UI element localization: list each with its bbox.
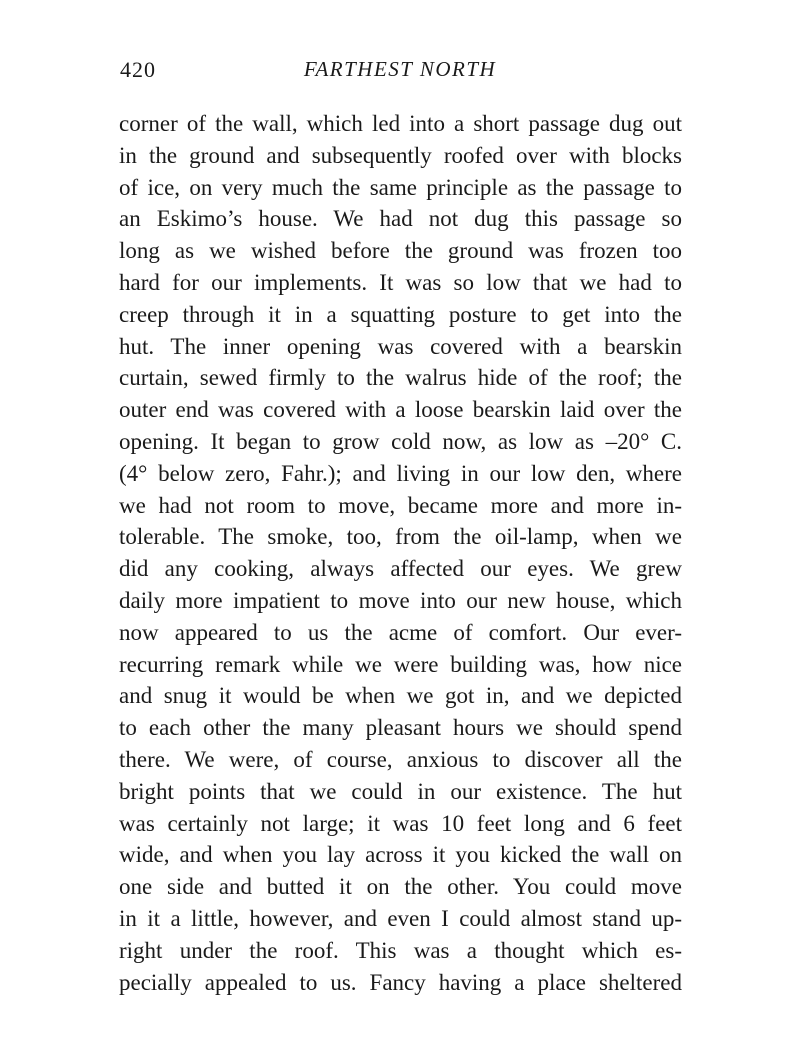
- text-line: was certainly not large; it was 10 feet long and 6 feet: [119, 810, 682, 836]
- text-line: hut. The inner opening was covered with a bearskin: [119, 333, 682, 359]
- text-line: of ice, on very much the same principle as the passage to: [119, 174, 682, 200]
- text-line: opening. It began to grow cold now, as low as –20° C.: [119, 428, 682, 454]
- text-line: to each other the many pleasant hours we should spend: [119, 715, 682, 741]
- text-line: corner of the wall, which led into a short passage dug out: [119, 111, 682, 136]
- text-line: right under the roof. This was a thought which es-: [119, 937, 682, 963]
- text-line: curtain, sewed firmly to the walrus hide of the roof; the: [119, 365, 682, 391]
- text-line: (4° below zero, Fahr.); and living in our low den, where: [119, 460, 682, 486]
- text-line: an Eskimo’s house. We had not dug this passage so: [119, 206, 682, 232]
- text-line: long as we wished before the ground was frozen too: [119, 238, 682, 264]
- text-line: in the ground and subsequently roofed over with blocks: [119, 142, 682, 168]
- text-line: pecially appealed to us. Fancy having a place sheltered: [119, 969, 682, 995]
- text-line: outer end was covered with a loose bearskin laid over the: [119, 397, 682, 423]
- text-line: creep through it in a squatting posture to get into the: [119, 301, 682, 327]
- text-line: we had not room to move, became more and more in-: [119, 492, 682, 518]
- body-text: [119, 108, 682, 998]
- page-number: 420: [120, 57, 156, 82]
- text-line: recurring remark while we were building was, how nice: [119, 651, 682, 677]
- text-line: hard for our implements. It was so low that we had to: [119, 269, 682, 295]
- text-line: there. We were, of course, anxious to discover all the: [119, 746, 682, 772]
- text-line: and snug it would be when we got in, and we depicted: [119, 683, 682, 709]
- text-line: bright points that we could in our existence. The hut: [119, 778, 682, 804]
- running-head: [0, 57, 800, 87]
- text-line: daily more impatient to move into our new house, which: [119, 587, 682, 613]
- text-line: wide, and when you lay across it you kicked the wall on: [119, 842, 682, 868]
- running-title: FARTHEST NORTH: [303, 57, 497, 81]
- text-line: one side and butted it on the other. You could move: [119, 874, 682, 900]
- text-line: did any cooking, always affected our eyes. We grew: [119, 556, 682, 582]
- text-line: tolerable. The smoke, too, from the oil-lamp, when we: [119, 524, 682, 550]
- text-line: now appeared to us the acme of comfort. Our ever-: [119, 619, 682, 645]
- text-line: in it a little, however, and even I could almost stand up-: [119, 905, 682, 931]
